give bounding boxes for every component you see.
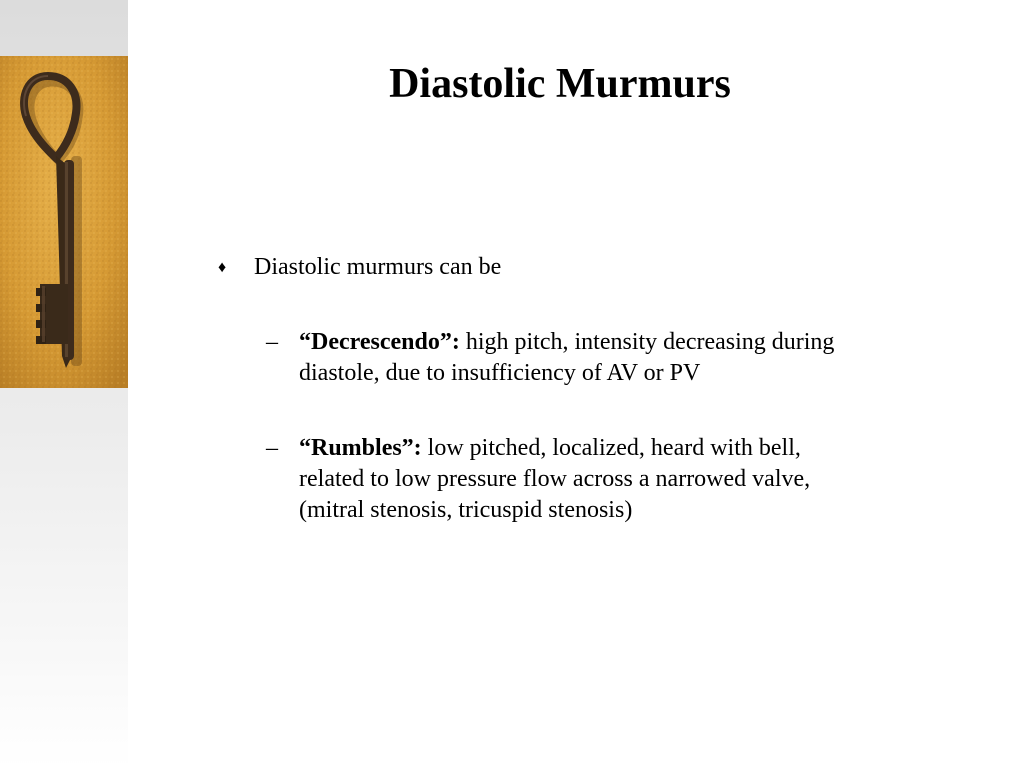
dash-bullet-icon: – <box>266 329 278 355</box>
key-photo <box>0 56 128 388</box>
bullet-item <box>218 252 868 283</box>
slide-content <box>218 252 868 526</box>
term-rumbles: “Rumbles”: <box>299 435 422 461</box>
term-decrescendo: “Decrescendo”: <box>299 329 460 355</box>
sub-bullet-text: low pitched, localized, heard with bell, related to low pressure flow across a narrowed valve, (mitral stenosis, tricuspid stenosis) <box>299 435 811 523</box>
dash-bullet-icon: – <box>266 435 278 461</box>
sub-bullet-rumbles <box>266 433 859 526</box>
sub-bullet-decrescendo <box>266 327 859 389</box>
bullet-text: Diastolic murmurs can be <box>254 254 502 280</box>
diamond-bullet-icon: ♦ <box>218 259 227 276</box>
slide-title: Diastolic Murmurs <box>389 61 731 107</box>
sub-bullet-text: high pitch, intensity decreasing during diastole, due to insufficiency of AV or PV <box>299 329 835 386</box>
